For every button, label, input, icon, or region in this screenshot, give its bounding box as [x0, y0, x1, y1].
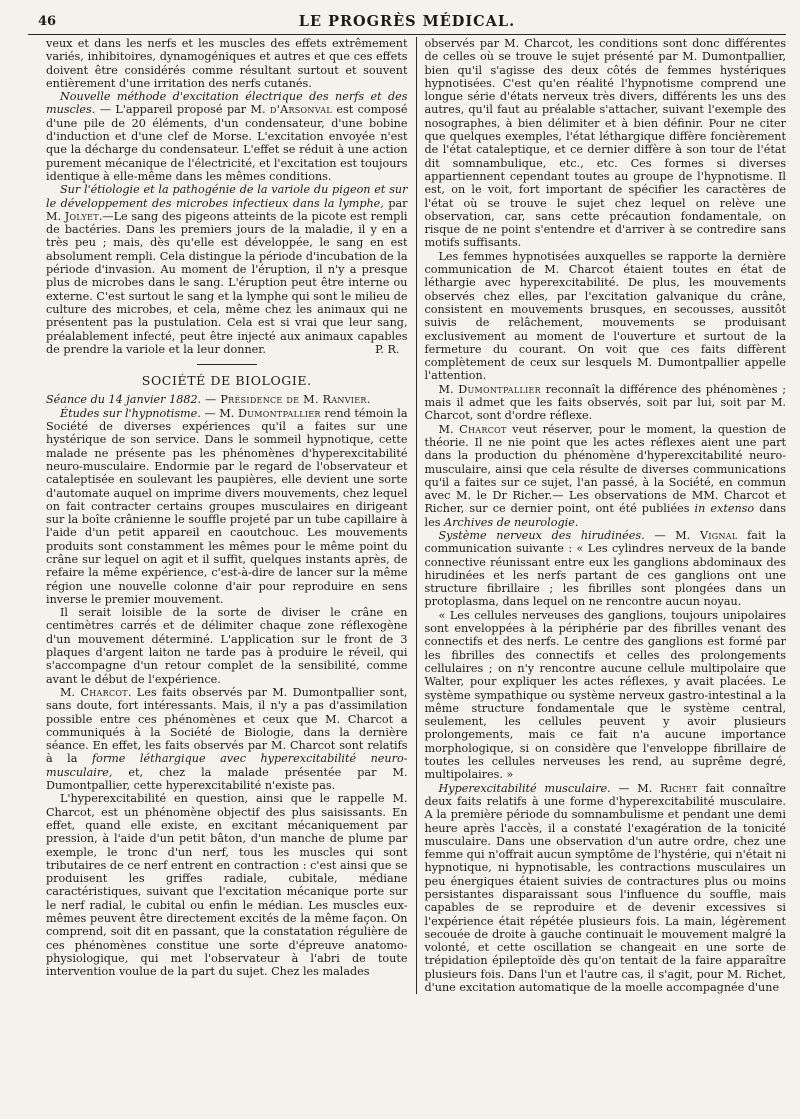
text: — M. — [200, 406, 238, 420]
author-arsonval: d'Arsonval — [269, 103, 332, 117]
article-title-hypnotisme: Études sur l'hypnotisme. — [60, 406, 201, 420]
text: dans les — [424, 502, 786, 529]
text: — L'appareil proposé par M. — [95, 103, 270, 117]
paragraph-hyperexcitabilite: L'hyperexcitabilité en question, ainsi que le rappelle M. Charcot, est un phénomène objectif des plus saisissants. En effet, quand elle existe, en excitant mécaniquement par pression, à l'aide d'un petit bâton, d'un manche de plume par exemple, le tronc d'un nerf, tous les muscles qui sont tributaires de ce nerf entrent en contraction : c'est ainsi que se produisent les griffes radiale, cubitale, médiane caractéristiques, suivant que l'excitation mécanique porte sur le nerf radial, le cubital ou enfin le médian. Les muscles eux-mêmes peuvent être directement excités de la même façon. On comprend, soit dit en passant, que la constatation régulière de ces phénomènes constitue une sorte d'épreuve anatomo-physiologique, qui met l'observateur à l'abri de toute intervention voulue de la part du sujet. Chez les malades — [46, 792, 408, 979]
article-title-variole: Sur l'étiologie et la pathogénie de la variole du pigeon et sur le développement des microbes infectieux dans la lymphe, — [46, 183, 408, 210]
author-richet: Richet — [659, 781, 698, 795]
paragraph-hypnotisme — [46, 407, 408, 606]
text: est composé d'une pile de 20 éléments, d'un condensateur, d'une bobine d'induction et d'une clef de Morse. L'excitation envoyée n'est que la décharge du condensateur. L'effet se réduit à une action purement mécanique de l'électricité, et l'excitation est toujours identique à elle-même dans les mêmes conditions. — [46, 103, 408, 183]
text: — M. — [610, 781, 660, 795]
text: par M. — [46, 196, 408, 223]
text: reconnaît la différence des phénomènes ; mais il admet que les faits observés, soit par lui, soit par M. Charcot, sont d'ordre réflexe. — [424, 382, 786, 423]
text: M. — [438, 422, 460, 436]
president-name: Ranvier — [322, 393, 367, 407]
text: — M. — [644, 528, 700, 542]
article-title-hirudinees: Système nerveux des hirudinées. — [438, 528, 645, 542]
paragraph-hirudinees — [425, 529, 787, 609]
paragraph-continuation: veux et dans les nerfs et les muscles des effets extrêmement variés, inhibitoires, dynamogéniques et autres et que ces effets doivent être considérés comme résultant surtout et souvent entièrement d'une irritation des nerfs cutanés. — [46, 37, 408, 90]
journal-reference: Archives de neurologie. — [444, 515, 579, 529]
text: M. — [438, 382, 459, 396]
session-date: Séance du 14 janvier 1882. — [46, 393, 202, 407]
page-header — [28, 8, 786, 35]
page-number: 46 — [38, 14, 57, 29]
article-title-hyperexcitabilite: Hyperexcitabilité musculaire. — [438, 781, 611, 795]
two-column-body — [28, 37, 786, 994]
author-charcot: Charcot — [80, 685, 128, 699]
paragraph-richet — [425, 782, 787, 995]
presidency-label: — Présidence de M. — [201, 393, 323, 407]
section-divider — [197, 364, 257, 365]
paragraph-charcot-reply — [425, 423, 787, 529]
text: .—Le sang des pigeons atteints de la picote est rempli de bactéries. Dans les premiers jours de la maladie, il y en a très peu ; mais, dès qu'elle est développée, le sang en est absolument rempli. Cela distingue la période d'incubation de la période d'invasion. Au moment de l'éruption, il n'y a presque plus de microbes dans le sang. L'éruption peut être interne ou externe. C'est surtout le sang et la lymphe qui sont le milieu de culture des microbes, et cela, même chez les animaux qui ne présentent pas la pustulation. Cela est si vrai que leur sang, préalablement infecté, peut être injecté aux animaux capables de prendre la variole et la leur donner. — [46, 209, 408, 356]
text: rend témoin la Société de diverses expériences qu'il a faites sur une hystérique de son service. Dans le sommeil hypnotique, cette malade ne présente pas les phénomènes d'hyperexcitabilité neuro-musculaire. Endormie par le regard de l'observateur et cataleptisée en soulevant les paupières, elle devient une sorte d'automate auquel on imprime divers mouvements, chez lequel on fait contracter certains groupes musculaires en dirigeant sur la boîte crânienne le souffle projeté par un tube capillaire à l'aide d'un petit appareil en caoutchouc. Les mouvements produits sont constamment les mêmes pour le même point du crâne sur lequel on agit et il suffit, quelques instants après, de refaire la même expérience, c'est-à-dire de lancer sur la même région une nouvelle colonne d'air pour reproduire en sens inverse le premier mouvement. — [46, 406, 408, 606]
paragraph-arsonval — [46, 90, 408, 183]
article-title-electric-excitation: Nouvelle méthode d'excitation électrique des nerfs et des muscles. — [46, 90, 408, 117]
text: . Les faits observés par M. Dumontpallier sont, sans doute, fort intéressants. Mais, il n'y a pas d'assimilation possible entre ces phénomènes et ceux que M. Charcot a communiqués à la Société de Biologie, dans la dernière séance. En effet, les faits observés par M. Charcot sont relatifs à la — [46, 685, 408, 766]
section-heading: SOCIÉTÉ DE BIOLOGIE. — [141, 373, 312, 389]
italic-phrase: in extenso — [694, 502, 755, 516]
paragraph-continuation-right: observés par M. Charcot, les conditions sont donc différentes de celles où se trouve le sujet présenté par M. Dumontpallier, bien qu'il s'agisse des deux côtés de femmes hystériques hypnotisées. C'est qu'en réalité l'hypnotisme comprend une longue série d'états nerveux très divers, différents les uns des autres, qu'il faut au préalable s'attacher, suivant l'exemple des nosographes, à bien délimiter et à bien définir. Pour ne citer que quelques exemples, l'état léthargique diffère foncièrement de l'état cataleptique, et ce dernier diffère à son tour de l'état dit somnambulique, etc., etc. Ces formes si diverses appartiennent cependant toutes au groupe de l'hypnotisme. Il est, on le voit, fort important de spécifier les caractères de l'état où se trouve le sujet chez lequel on relève une observation, car, sans cette précaution fondamentale, on risque de ne point s'entendre et d'arriver à se contredire sans motifs suffisants. — [424, 37, 786, 250]
signature: P. R. — [375, 342, 400, 356]
italic-phrase: forme léthargique avec hyperexcitabilité neuro-musculaire, — [46, 752, 408, 779]
right-column — [416, 37, 787, 994]
text: M. — [60, 685, 81, 699]
author-dumontpallier: Dumontpallier — [237, 406, 321, 420]
paragraph-crane: Il serait loisible de la sorte de diviser le crâne en centimètres carrés et de délimiter chaque zone réflexogène d'un mouvement déterminé. L'application sur le front de 3 plaques d'argent laiton ne tarde pas à produire le réveil, qui s'accompagne d'un retour complet de la sensibilité, comme avant le début de l'expérience. — [46, 606, 408, 686]
text: fait connaître deux faits relatifs à une forme d'hyperexcitabilité musculaire. A la première période du somnambulisme et pendant une demi heure après l'accès, il a constaté l'exagération de la tonicité musculaire. Dans une observation d'un autre ordre, chez une femme qui n'offrait aucun symptôme de l'hystérie, qui n'était ni hypnotique, ni hypnotisable, les contractions musculaires un peu énergiques étaient suivies de contractures plus ou moins persistantes disparaissant sous l'influence du souffle, mais capables de se reproduire et de devenir excessives si l'expérience était répétée plusieurs fois. La main, légèrement secouée de droite à gauche continuait le mouvement malgré la volonté, et cette oscillation se changeait en une sorte de trépidation épileptoïde dès qu'on tentait de la faire apparaître plusieurs fois. Dans l'un et l'autre cas, il s'agit, pour M. Richet, d'une excitation automatique de la moelle accompagnée d'une — [424, 781, 787, 995]
journal-title: LE PROGRÈS MÉDICAL. — [298, 13, 516, 30]
paragraph-femmes-hypnotisees: Les femmes hypnotisées auxquelles se rapporte la dernière communication de M. Charcot étaient toutes en état de léthargie avec hyperexcitabilité. De plus, les mouvements observés chez elles, par l'excitation galvanique du crâne, consistent en mouvements brusques, en secousses, aussitôt suivis de relâchement, mouvements se produisant exclusivement au moment de l'ouverture et surtout de la fermeture du courant. On voit que ces faits diffèrent complètement de ceux sur lesquels M. Dumontpallier appelle l'attention. — [424, 249, 786, 383]
paragraph-dumontpallier-reply — [425, 383, 787, 423]
paragraph-cellules-nerveuses: « Les cellules nerveuses des ganglions, toujours unipolaires sont enveloppées à la périphérie par des fibrilles venant des connectifs et des nerfs. Le centre des ganglions est formé par les fibrilles des connectifs et celles des prolongements cellulaires ; on n'y rencontre aucune cellule multipolaire que Walter, pour expliquer les actes réflexes, y avait placées. Le système sympathique ou système nerveux gastro-intestinal a la même structure fondamentale que le système central, seulement, les cellules peuvent y avoir plusieurs prolongements, mais ce fait n'a aucune importance morphologique, si on considère que l'enveloppe fibrillaire de toutes les cellules nerveuses les rend, au suprême degré, multipolaires. » — [424, 608, 786, 782]
paragraph-charcot — [46, 686, 408, 792]
text: et, chez la malade présentée par M. Dumontpallier, cette hyperexcitabilité n'existe pas. — [46, 765, 408, 793]
text: veut réserver, pour le moment, la question de théorie. Il ne nie point que les actes réflexes aient une part dans la production du phénomène d'hyperexcitabilité neuro-musculaire, ainsi que cela résulte de diverses communications qu'il a faites sur ce sujet, l'an passé, à la Société, en commun avec M. le Dr Richer.— Les observations de MM. Charcot et Richer, sur ce dernier point, ont été publiées — [424, 422, 786, 516]
session-line — [46, 393, 408, 406]
left-column — [28, 37, 416, 994]
text: . — [366, 393, 371, 407]
author-charcot: Charcot — [459, 422, 507, 436]
author-jolyet: Jolyet — [64, 209, 99, 223]
text: fait la communication suivante : « Les cylindres nerveux de la bande connective réunissant entre eux les ganglions abdominaux des hirudinées et les nerfs partant de ces ganglions ont une structure fibrillaire ; les fibrilles sont plongées dans un protoplasma, dans lequel on ne rencontre aucun noyau. — [424, 528, 786, 609]
author-vignal: Vignal — [699, 528, 738, 542]
author-dumontpallier: Dumontpallier — [458, 382, 541, 396]
paragraph-jolyet — [46, 183, 408, 356]
